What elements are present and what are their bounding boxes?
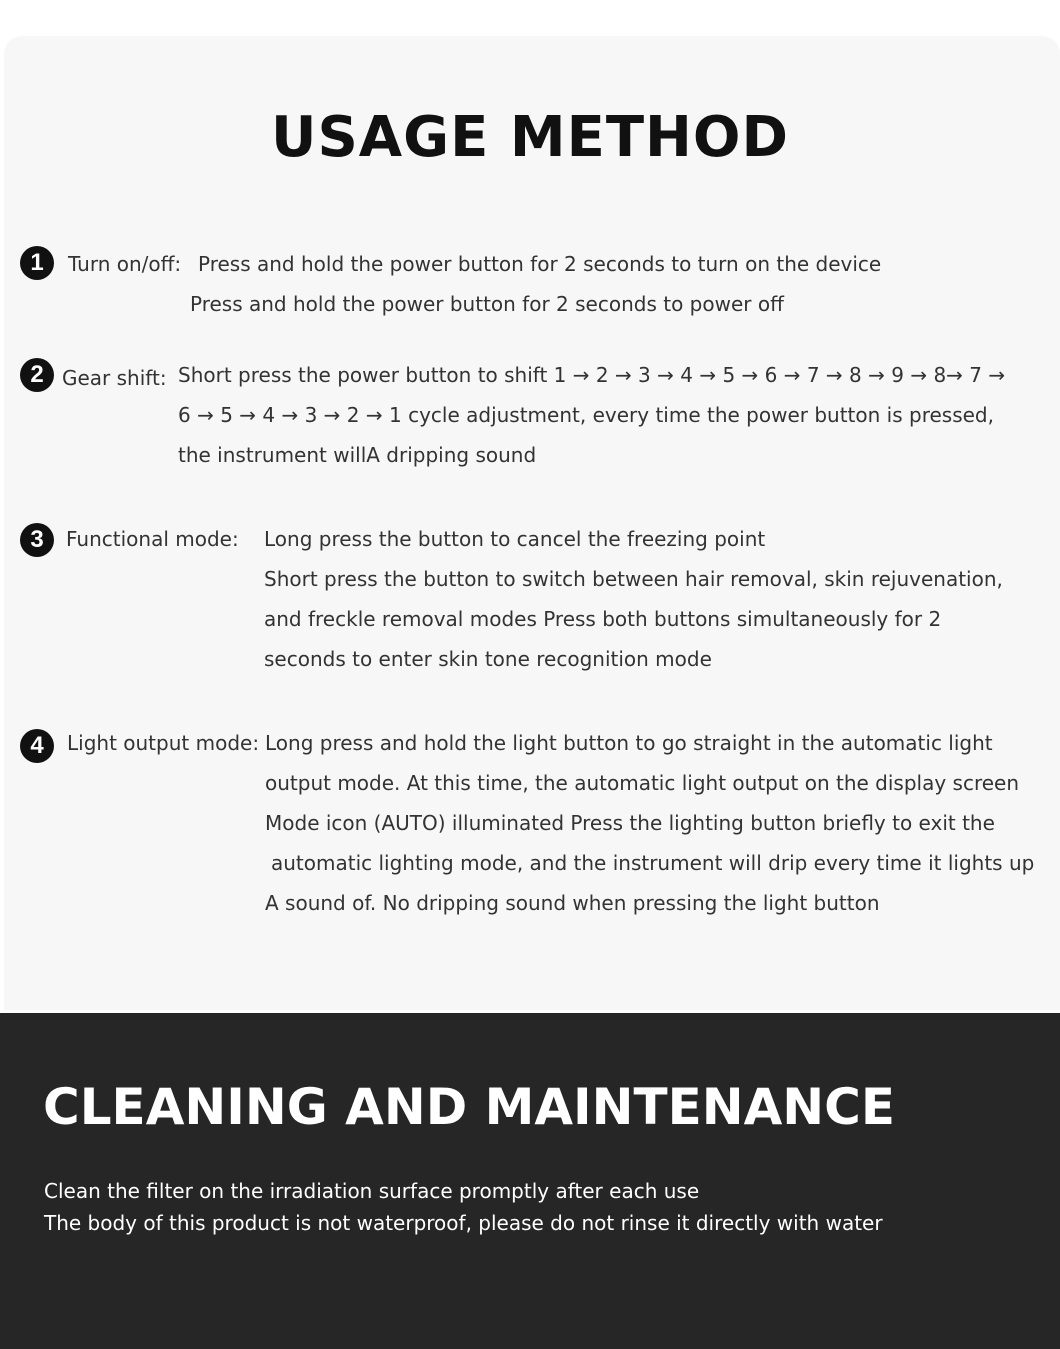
step-text-line: Press and hold the power button for 2 seconds to power off [190, 292, 784, 316]
step-label: Gear shift: [62, 366, 167, 390]
step-text-line: Long press and hold the light button to go straight in the automatic light [265, 731, 993, 755]
step-text-line: Short press the button to switch between hair removal, skin rejuvenation, [264, 567, 1003, 591]
step-text-line: seconds to enter skin tone recognition mode [264, 647, 712, 671]
step-text-line: automatic lighting mode, and the instrument will drip every time it lights up [271, 851, 1035, 875]
step-text-line: Short press the power button to shift 1 → 2 → 3 → 4 → 5 → 6 → 7 → 8 → 9 → 8→ 7 → [178, 363, 1006, 387]
step-text-line: and freckle removal modes Press both buttons simultaneously for 2 [264, 607, 942, 631]
step-label: Turn on/off: [68, 252, 182, 276]
step-number-badge: 1 [20, 246, 54, 280]
step-number-badge: 4 [20, 729, 54, 763]
usage-method-title: USAGE METHOD [271, 105, 789, 170]
step-text-line: Long press the button to cancel the freezing point [264, 527, 766, 551]
step-text-line: output mode. At this time, the automatic light output on the display screen [265, 771, 1020, 795]
step-text-line: the instrument willA dripping sound [178, 443, 537, 467]
cleaning-maintenance-title: CLEANING AND MAINTENANCE [43, 1078, 896, 1136]
step-label: Light output mode: [67, 731, 260, 755]
step-number-badge: 2 [20, 358, 54, 392]
step-text-line: Press and hold the power button for 2 seconds to turn on the device [198, 252, 882, 276]
step-text-line: A sound of. No dripping sound when pressing the light button [265, 891, 880, 915]
step-label: Functional mode: [66, 527, 239, 551]
step-number-badge: 3 [20, 523, 54, 557]
step-text-line: 6 → 5 → 4 → 3 → 2 → 1 cycle adjustment, every time the power button is pressed, [178, 403, 994, 427]
step-text-line: Mode icon (AUTO) illuminated Press the lighting button briefly to exit the [265, 811, 995, 835]
maintenance-text-line: Clean the filter on the irradiation surface promptly after each use [44, 1179, 700, 1203]
maintenance-text-line: The body of this product is not waterproof, please do not rinse it directly with water [44, 1211, 883, 1235]
